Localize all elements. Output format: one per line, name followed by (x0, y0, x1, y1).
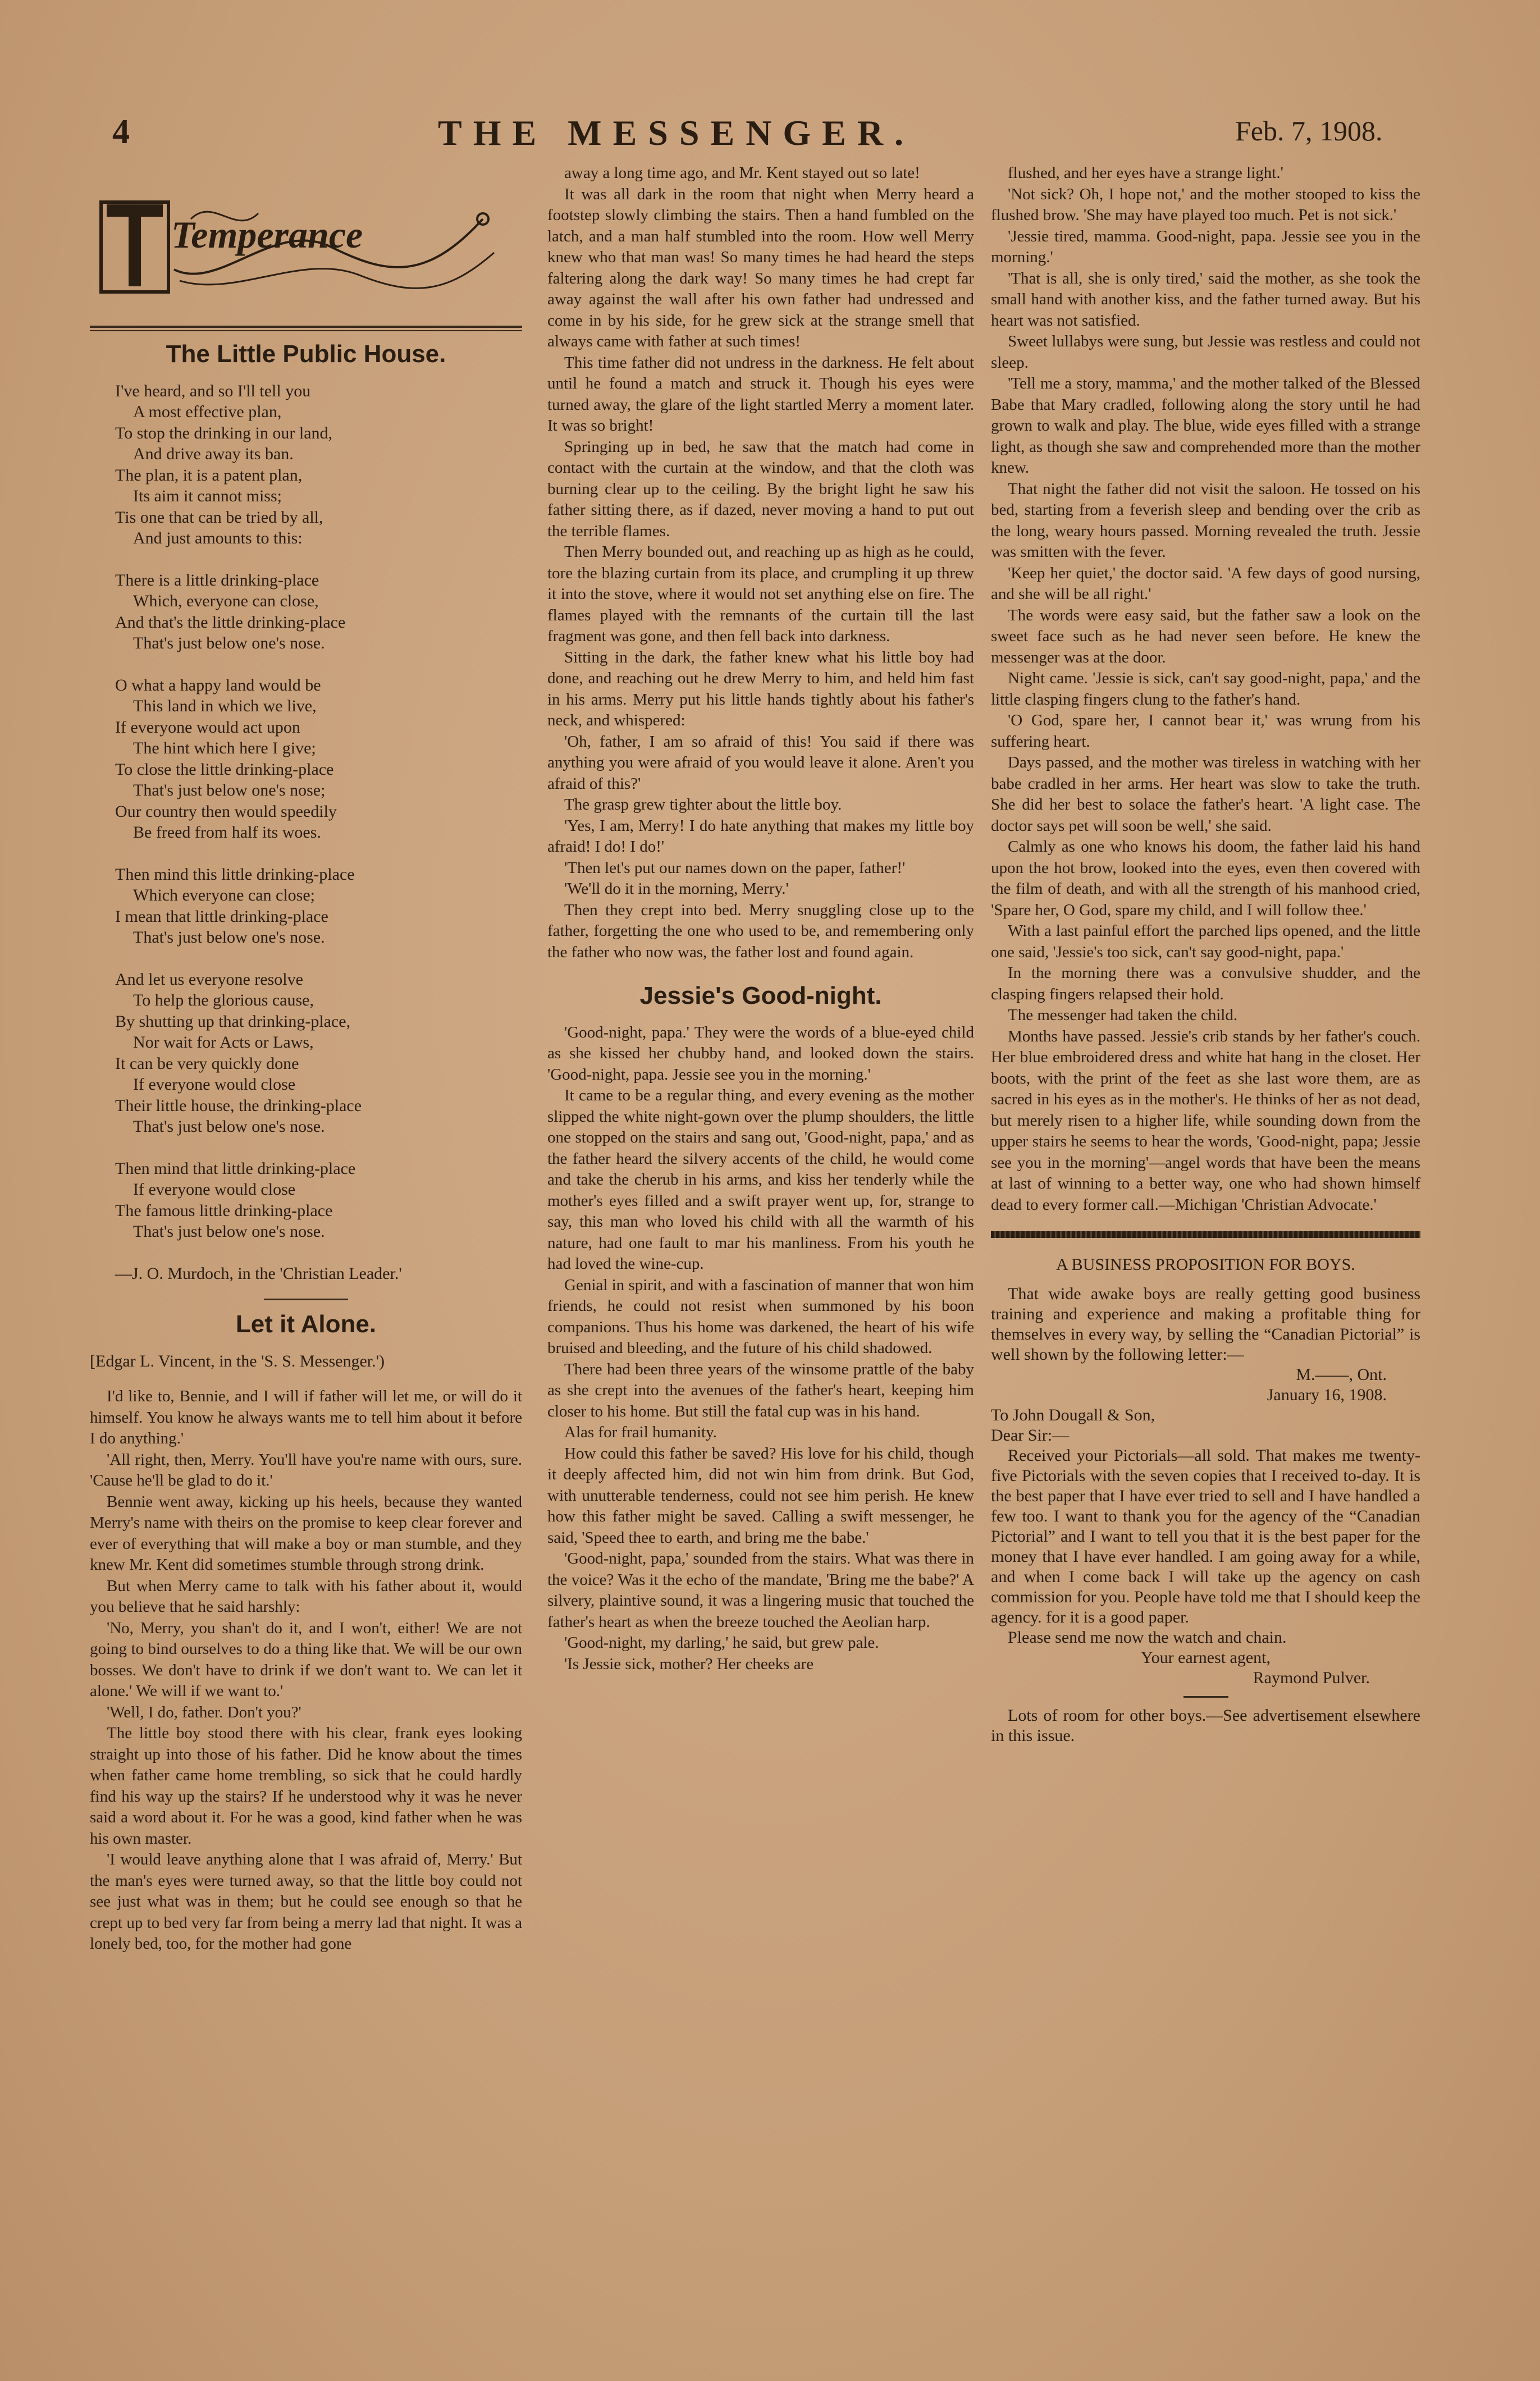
paragraph: Then Merry bounded out, and reaching up as high as he could, tore the blazing curtain from its place, and crumpling it up threw it into the stove, where it would not set anything else on fire. The flames played with the remnants of the curtain till the last fragment was gone, and then fell back into darkness. (547, 543, 974, 645)
paragraph: The little boy stood there with his clear, frank eyes looking straight up into those of his father. Did he know about the times when father came home trembling, so sick that he could hardly find his way up the stairs? If he understood why it was he never said a word about it. For he was a good, kind father when he was his own master. (90, 1724, 522, 1848)
poem-line: Then mind that little drinking-place (115, 1159, 356, 1178)
poem-stanza (115, 1158, 522, 1242)
letter-salutation: Dear Sir:— (991, 1426, 1070, 1445)
poem-line: Their little house, the drinking-place (115, 1096, 362, 1115)
paragraph: 'All right, then, Merry. You'll have you're name with ours, sure. 'Cause he'll be glad to do it.' (90, 1450, 522, 1489)
poem-line: To help the glorious cause, (133, 991, 314, 1009)
letter-place: M.——, Ont. (1296, 1365, 1387, 1384)
poem-line: Which everyone can close; (133, 886, 316, 904)
story-body-let-it-alone (90, 1386, 522, 1955)
paragraph: 'Not sick? Oh, I hope not,' and the mother stooped to kiss the flushed brow. 'She may have played too much. Pet is not sick.' (991, 185, 1420, 224)
poem-line: O what a happy land would be (115, 675, 321, 694)
poem-line: The hint which here I give; (133, 739, 316, 757)
paragraph: away a long time ago, and Mr. Kent stayed out so late! (564, 164, 920, 182)
paragraph: The messenger had taken the child. (1008, 1006, 1238, 1024)
poem-line: And let us everyone resolve (115, 970, 303, 989)
poem-stanza (115, 864, 522, 948)
paragraph: With a last painful effort the parched lips opened, and the little one said, 'Jessie's too sick, can't say good-night, papa.' (991, 922, 1420, 961)
poem-line: Which, everyone can close, (133, 592, 319, 610)
poem-line: And that's the little drinking-place (115, 613, 346, 632)
poem-line: By shutting up that drinking-place, (115, 1012, 351, 1031)
paragraph: That night the father did not visit the saloon. He tossed on his bed, starting from a feverish sleep and bending over the crib as the long, weary hours passed. Morning revealed the truth. Jessie was smitten with the fever. (991, 479, 1420, 561)
paragraph: In the morning there was a convulsive shudder, and the clasping fingers relapsed their hold. (991, 964, 1420, 1003)
issue-date: Feb. 7, 1908. (1235, 115, 1383, 147)
paragraph: Springing up in bed, he saw that the match had come in contact with the curtain at the window, and that the cloth was burning clear up to the ceiling. By the bright light he saw his father sitting there, as if dazed, never moving a hand to put out the terrible flames. (547, 437, 974, 540)
paragraph: 'I would leave anything alone that I was afraid of, Merry.' But the man's eyes were turned away, so that the little boy could not see just what was in them; but he could see enough so that he crept up to bed very far from being a merry lad that night. It was a lonely bed, too, for the mother had gone (90, 1850, 522, 1953)
paragraph: The grasp grew tighter about the little boy. (564, 796, 842, 814)
paragraph: flushed, and her eyes have a strange light.' (1008, 164, 1283, 182)
paragraph: Sitting in the dark, the father knew what his little boy had done, and reaching out he drew Merry to him, and held him fast in his arms. Merry put his little hands tightly about his father's neck, and whispered: (547, 648, 974, 729)
poem-line: That's just below one's nose. (133, 1117, 325, 1136)
paragraph: Months have passed. Jessie's crib stands by her father's couch. Her blue embroidered dress and white hat hang in the closet. Her boots, with the print of the feet as she last wore them, are as sacred in his eyes as in the mother's. He thinks of her as not dead, but merely risen to a higher life, while sounding down from the upper stairs he seems to hear the words, 'Good-night, papa; Jessie see you in the morning'—angel words that have been the means at last of winning to a better way, one who had shown himself dead to every former call.—Michigan 'Christian Advocate.' (991, 1027, 1420, 1214)
poem-line: If everyone would close (133, 1180, 296, 1199)
letter-request: Please send me now the watch and chain. (1008, 1628, 1287, 1647)
paragraph: 'Oh, father, I am so afraid of this! You said if there was anything you were afraid of you would leave it alone. Aren't you afraid of this?' (547, 732, 974, 793)
poem-line: I've heard, and so I'll tell you (115, 381, 311, 400)
story-title-let-it-alone: Let it Alone. (235, 1310, 377, 1338)
masthead (0, 112, 1540, 163)
poem-line: That's just below one's nose; (133, 781, 326, 799)
letter-body: Received your Pictorials—all sold. That makes me twenty-five Pictorials with the seven copies that I received to-day. It is the best paper that I have ever tried to sell and I have handled a few too. I want to thank you for the agency of the “Canadian Pictorial” and I want to tell you that it is the best paper for the money that I have ever handled. I am going away for a while, and when I come back I will take up the agency on cash commission for you. People have told me that I should keep the agency. for it is a good paper. (991, 1446, 1420, 1626)
letter-addressee: To John Dougall & Son, (991, 1406, 1155, 1424)
paragraph: Alas for frail humanity. (564, 1423, 717, 1441)
business-intro: That wide awake boys are really getting good business training and experience and making a profitable thing for themselves in every way, by selling the “Canadian Pictorial” is well shown by the following letter:— (991, 1285, 1420, 1364)
poem-line: Then mind this little drinking-place (115, 865, 355, 884)
letter-closing: Your earnest agent, (1140, 1648, 1271, 1667)
poem-line: That's just below one's nose. (133, 634, 325, 652)
paragraph: 'Good-night, papa.' They were the words of a blue-eyed child as she kissed her chubby hand, and looked down the stairs. 'Good-night, papa. Jessie see you in the morning.' (547, 1023, 974, 1084)
poem-line: And drive away its ban. (133, 445, 294, 463)
story-conclusion (991, 163, 1420, 1215)
business-title: A BUSINESS PROPOSITION FOR BOYS. (1056, 1255, 1355, 1274)
poem-line: Be freed from half its woes. (133, 823, 321, 842)
paragraph: Sweet lullabys were sung, but Jessie was restless and could not sleep. (991, 332, 1420, 372)
poem-line: Tis one that can be tried by all, (115, 508, 323, 527)
poem-line: To close the little drinking-place (115, 760, 334, 779)
paragraph: Night came. 'Jessie is sick, can't say good-night, papa,' and the little clasping fingers clung to the father's hand. (991, 669, 1420, 709)
heavy-rule (991, 1231, 1420, 1238)
poem-body (115, 381, 522, 1242)
paragraph: 'O God, spare her, I cannot bear it,' was wrung from his suffering heart. (991, 711, 1420, 751)
poem-line: I mean that little drinking-place (115, 907, 328, 926)
paragraph: 'Well, I do, father. Don't you?' (107, 1703, 301, 1721)
business-footnote: Lots of room for other boys.—See advertisement elsewhere in this issue. (991, 1706, 1420, 1745)
temperance-banner (90, 185, 511, 303)
story-byline: [Edgar L. Vincent, in the 'S. S. Messenger.') (90, 1351, 385, 1370)
paragraph: 'Keep her quiet,' the doctor said. 'A few days of good nursing, and she will be all right.' (991, 564, 1420, 603)
page-number: 4 (112, 113, 130, 151)
paragraph: 'Jessie tired, mamma. Good-night, papa. Jessie see you in the morning.' (991, 227, 1420, 266)
paragraph: The words were easy said, but the father saw a look on the sweet face such as he had never seen before. He knew the messenger was at the door. (991, 606, 1420, 666)
poem-line: That's just below one's nose. (133, 1222, 325, 1241)
paragraph: 'No, Merry, you shan't do it, and I won't, either! We are not going to bind ourselves to do a thing like that. We will be our own bosses. We don't have to drink if we don't want to. We can let it alone.' We will if we want to.' (90, 1619, 522, 1700)
paper-title: THE MESSENGER. (438, 113, 915, 153)
paragraph: 'Good-night, my darling,' he said, but grew pale. (564, 1634, 879, 1652)
paragraph: It came to be a regular thing, and every evening as the mother slipped the white night-gown over the plump shoulders, the little one stopped on the stairs and sang out, 'Good-night, papa,' and as the father heard the silvery accents of the child, he would come and take the cherub in his arms, and kiss her tenderly while the mother's eyes filled and a swift prayer went up, for, strange to say, this man who loved his child with all the warmth of his nature, had one fault to mar his manliness. From his youth he had loved the wine-cup. (547, 1086, 974, 1273)
poem-line: The famous little drinking-place (115, 1201, 333, 1220)
letter-date: January 16, 1908. (1267, 1386, 1387, 1404)
poem-credit: —J. O. Murdoch, in the 'Christian Leader.' (115, 1264, 402, 1283)
paragraph: Days passed, and the mother was tireless in watching with her babe cradled in her arms. Her heart was slow to take the truth. She did her best to solace the father's heart. 'A light case. The doctor says pet will soon be well,' she said. (991, 753, 1420, 835)
poem-line: Nor wait for Acts or Laws, (133, 1033, 314, 1052)
paragraph: 'That is all, she is only tired,' said the mother, as she took the small hand with another kiss, and the father turned away. But his heart was not satisfied. (991, 269, 1420, 330)
poem-line: It can be very quickly done (115, 1054, 299, 1073)
column-1 (90, 168, 522, 1955)
poem-line: Our country then would speedily (115, 802, 337, 821)
poem-title: The Little Public House. (166, 340, 446, 368)
paragraph: Genial in spirit, and with a fascination of manner that won him friends, he could not resist when summoned by his boon companions. Thus his home was darkened, the heart of his wife bruised and bleeding, and the future of his child shadowed. (547, 1276, 974, 1357)
section-divider (264, 1299, 348, 1300)
paragraph: 'Then let's put our names down on the paper, father!' (564, 858, 906, 877)
paragraph: 'Is Jessie sick, mother? Her cheeks are (564, 1655, 814, 1673)
banner-rule (90, 326, 522, 331)
paragraph: There had been three years of the winsome prattle of the baby as she crept into the avenues of the father's heart, keeping him closer to his home. But still the fatal cup was in his hand. (547, 1360, 974, 1420)
poem-line: This land in which we live, (133, 697, 317, 715)
paragraph: I'd like to, Bennie, and I will if father will let me, or will do it himself. You know he always wants me to tell him about it before I do anything.' (90, 1387, 522, 1447)
paragraph: This time father did not undress in the darkness. He felt about until he found a match and struck it. Though his eyes were turned away, the glare of the light startled Merry a moment later. It was so bright! (547, 353, 974, 435)
paragraph: Bennie went away, kicking up his heels, because they wanted Merry's name with theirs on the promise to keep clear forever and ever of everything that will make a boy or man stumble, and they knew Mr. Kent did sometimes stumble through strong drink. (90, 1492, 522, 1574)
paragraph: 'We'll do it in the morning, Merry.' (564, 880, 789, 898)
column-3 (991, 163, 1420, 1746)
poem-line: To stop the drinking in our land, (115, 423, 333, 442)
paragraph: Calmly as one who knows his doom, the father laid his hand upon the hot brow, looked into the eyes, even then covered with the film of death, and with all the strength of his manhood cried, 'Spare her, O God, spare my child, and I will follow thee.' (991, 838, 1420, 919)
poem-stanza (115, 381, 522, 549)
story-title-jessies-good-night: Jessie's Good-night. (639, 982, 882, 1009)
poem-line: The plan, it is a patent plan, (115, 465, 303, 485)
letter-signature: Raymond Pulver. (1253, 1669, 1370, 1687)
poem-stanza (115, 969, 522, 1137)
story-body-jessies-good-night (547, 1022, 974, 1675)
paragraph: 'Yes, I am, Merry! I do hate anything that makes my little boy afraid! I do! I do!' (547, 816, 974, 856)
poem-line: And just amounts to this: (133, 529, 303, 547)
letter-divider (1183, 1696, 1228, 1698)
poem-line: If everyone would act upon (115, 718, 300, 737)
paragraph: 'Good-night, papa,' sounded from the stairs. What was there in the voice? Was it the echo of the mandate, 'Bring me the babe?' A silvery, plaintive sound, it was a lingering music that touched the father's heart as when the breeze touched the Aeolian harp. (547, 1550, 974, 1631)
paragraph: How could this father be saved? His love for his child, though it deeply affected him, did not win him from drink. But God, with unutterable tenderness, could not see him perish. He knew how this father might be saved. Calling a swift messenger, he said, 'Speed thee to earth, and bring me the babe.' (547, 1444, 974, 1547)
story-continuation (547, 163, 974, 963)
poem-line: If everyone would close (133, 1075, 296, 1094)
paragraph: Then they crept into bed. Merry snuggling close up to the father, forgetting the one who used to be, and remembering only the father who now was, the father lost and found again. (547, 901, 974, 961)
poem-stanza (115, 675, 522, 843)
poem-line: Its aim it cannot miss; (133, 487, 282, 505)
paragraph: It was all dark in the room that night when Merry heard a footstep slowly climbing the stairs. Then a hand fumbled on the latch, and a man half stumbled into the room. How well Merry knew who that man was! So many times he had heard the steps faltering along the dark way! So many times he had crept far away against the wall after his own father had undressed and come in by his side, for he grew sick at the strange smell that always came with father at such times! (547, 185, 974, 350)
business-proposition (991, 1255, 1420, 1746)
column-2 (547, 163, 974, 1675)
temperance-banner-text: Temperance (171, 213, 363, 256)
poem-line: There is a little drinking-place (115, 570, 319, 589)
poem-line: That's just below one's nose. (133, 928, 325, 947)
paragraph: But when Merry came to talk with his father about it, would you believe that he said harshly: (90, 1576, 522, 1616)
poem-stanza (115, 570, 522, 654)
paragraph: 'Tell me a story, mamma,' and the mother talked of the Blessed Babe that Mary cradled, following along the story until he had grown to walk and play. The blue, wide eyes filled with a strange light, as though she saw and comprehended more than the mother knew. (991, 374, 1420, 477)
poem-line: A most effective plan, (133, 403, 282, 421)
